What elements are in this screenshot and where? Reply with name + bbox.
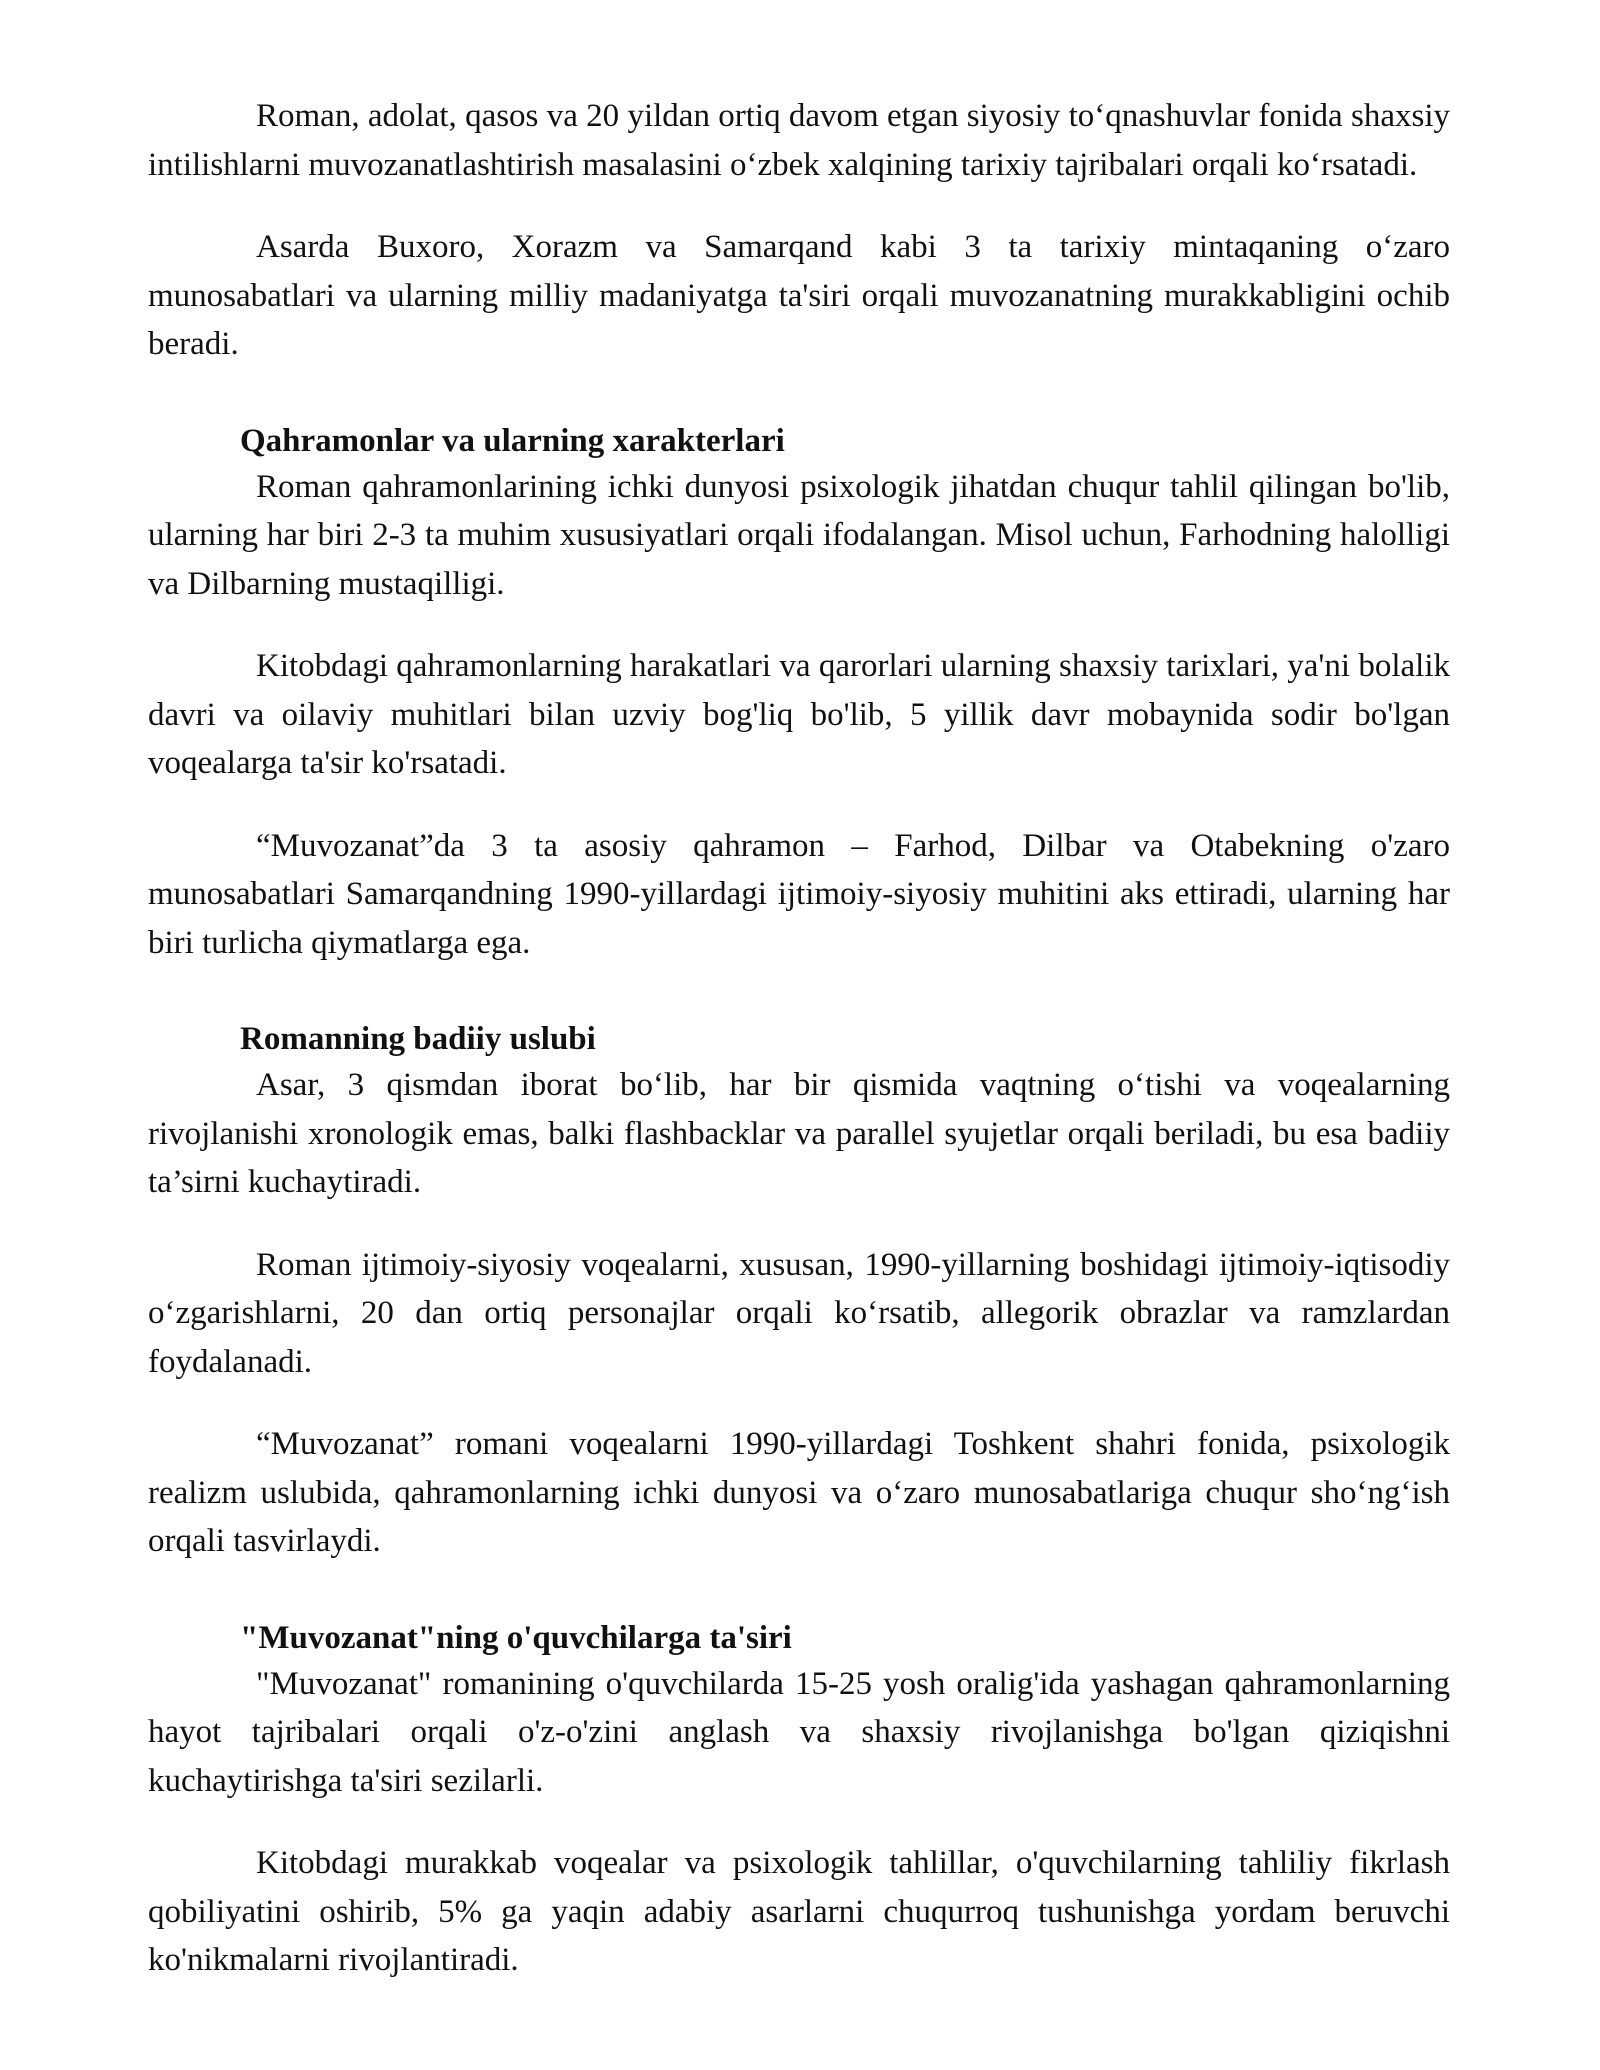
section-paragraph: Roman qahramonlarining ichki dunyosi psixologik jihatdan chuqur tahlil qilingan bo'lib, ularning har biri 2-3 ta muhim xususiyatlari orqali ifodalangan. Misol uchun, Farhodning halolligi va Dilbarning mustaqilligi.: [148, 468, 1450, 602]
section-characters: [148, 419, 1450, 968]
document-page: [148, 92, 1450, 2019]
section-heading: Romanning badiiy uslubi: [240, 1021, 596, 1057]
section-paragraph: “Muvozanat”da 3 ta asosiy qahramon – Farhod, Dilbar va Otabekning o'zaro munosabatlari Samarqandning 1990-yillardagi ijtimoiy-siyosiy muhitini aks ettiradi, ularning har biri turlicha qiymatlarga ega.: [148, 827, 1450, 961]
section-paragraph: "Muvozanat" romanining o'quvchilarda 15-25 yosh oralig'ida yashagan qahramonlarning hayot tajribalari orqali o'z-o'zini anglash va shaxsiy rivojlanishga bo'lgan qiziqishni kuchaytirishga ta'siri sezilarli.: [148, 1665, 1450, 1799]
section-impact: [148, 1616, 1450, 1985]
section-style: [148, 1017, 1450, 1566]
section-heading: "Muvozanat"ning o'quvchilarga ta'siri: [240, 1619, 792, 1656]
section-paragraph: Asar, 3 qismdan iborat bo‘lib, har bir qismida vaqtning o‘tishi va voqealarning rivojlanishi xronologik emas, balki flashbacklar va parallel syujetlar orqali beriladi, bu esa badiiy ta’sirni kuchaytiradi.: [148, 1067, 1450, 1200]
section-heading: Qahramonlar va ularning xarakterlari: [240, 422, 785, 459]
intro-paragraph-2: Asarda Buxoro, Xorazm va Samarqand kabi 3 ta tarixiy mintaqaning o‘zaro munosabatlari va ularning milliy madaniyatga ta'siri orqali muvozanatning murakkabligini ochib beradi.: [148, 229, 1450, 362]
section-paragraph: “Muvozanat” romani voqealarni 1990-yillardagi Toshkent shahri fonida, psixologik realizm uslubida, qahramonlarning ichki dunyosi va o‘zaro munosabatlariga chuqur sho‘ng‘ish orqali tasvirlaydi.: [148, 1426, 1450, 1559]
section-paragraph: Kitobdagi murakkab voqealar va psixologik tahlillar, o'quvchilarning tahliliy fikrlash qobiliyatini oshirib, 5% ga yaqin adabiy asarlarni chuqurroq tushunishga yordam beruvchi ko'nikmalarni rivojlantiradi.: [148, 1845, 1450, 1978]
section-paragraph: Kitobdagi qahramonlarning harakatlari va qarorlari ularning shaxsiy tarixlari, ya'ni bolalik davri va oilaviy muhitlari bilan uzviy bog'liq bo'lib, 5 yillik davr mobaynida sodir bo'lgan voqealarga ta'sir ko'rsatadi.: [148, 648, 1450, 781]
intro-paragraph-1: Roman, adolat, qasos va 20 yildan ortiq davom etgan siyosiy to‘qnashuvlar fonida shaxsiy intilishlarni muvozanatlashtirish masalasini o‘zbek xalqining tarixiy tajribalari orqali ko‘rsatadi.: [148, 98, 1450, 183]
section-paragraph: Roman ijtimoiy-siyosiy voqealarni, xususan, 1990-yillarning boshidagi ijtimoiy-iqtisodiy o‘zgarishlarni, 20 dan ortiq personajlar orqali ko‘rsatib, allegorik obrazlar va ramzlardan foydalanadi.: [148, 1246, 1450, 1380]
